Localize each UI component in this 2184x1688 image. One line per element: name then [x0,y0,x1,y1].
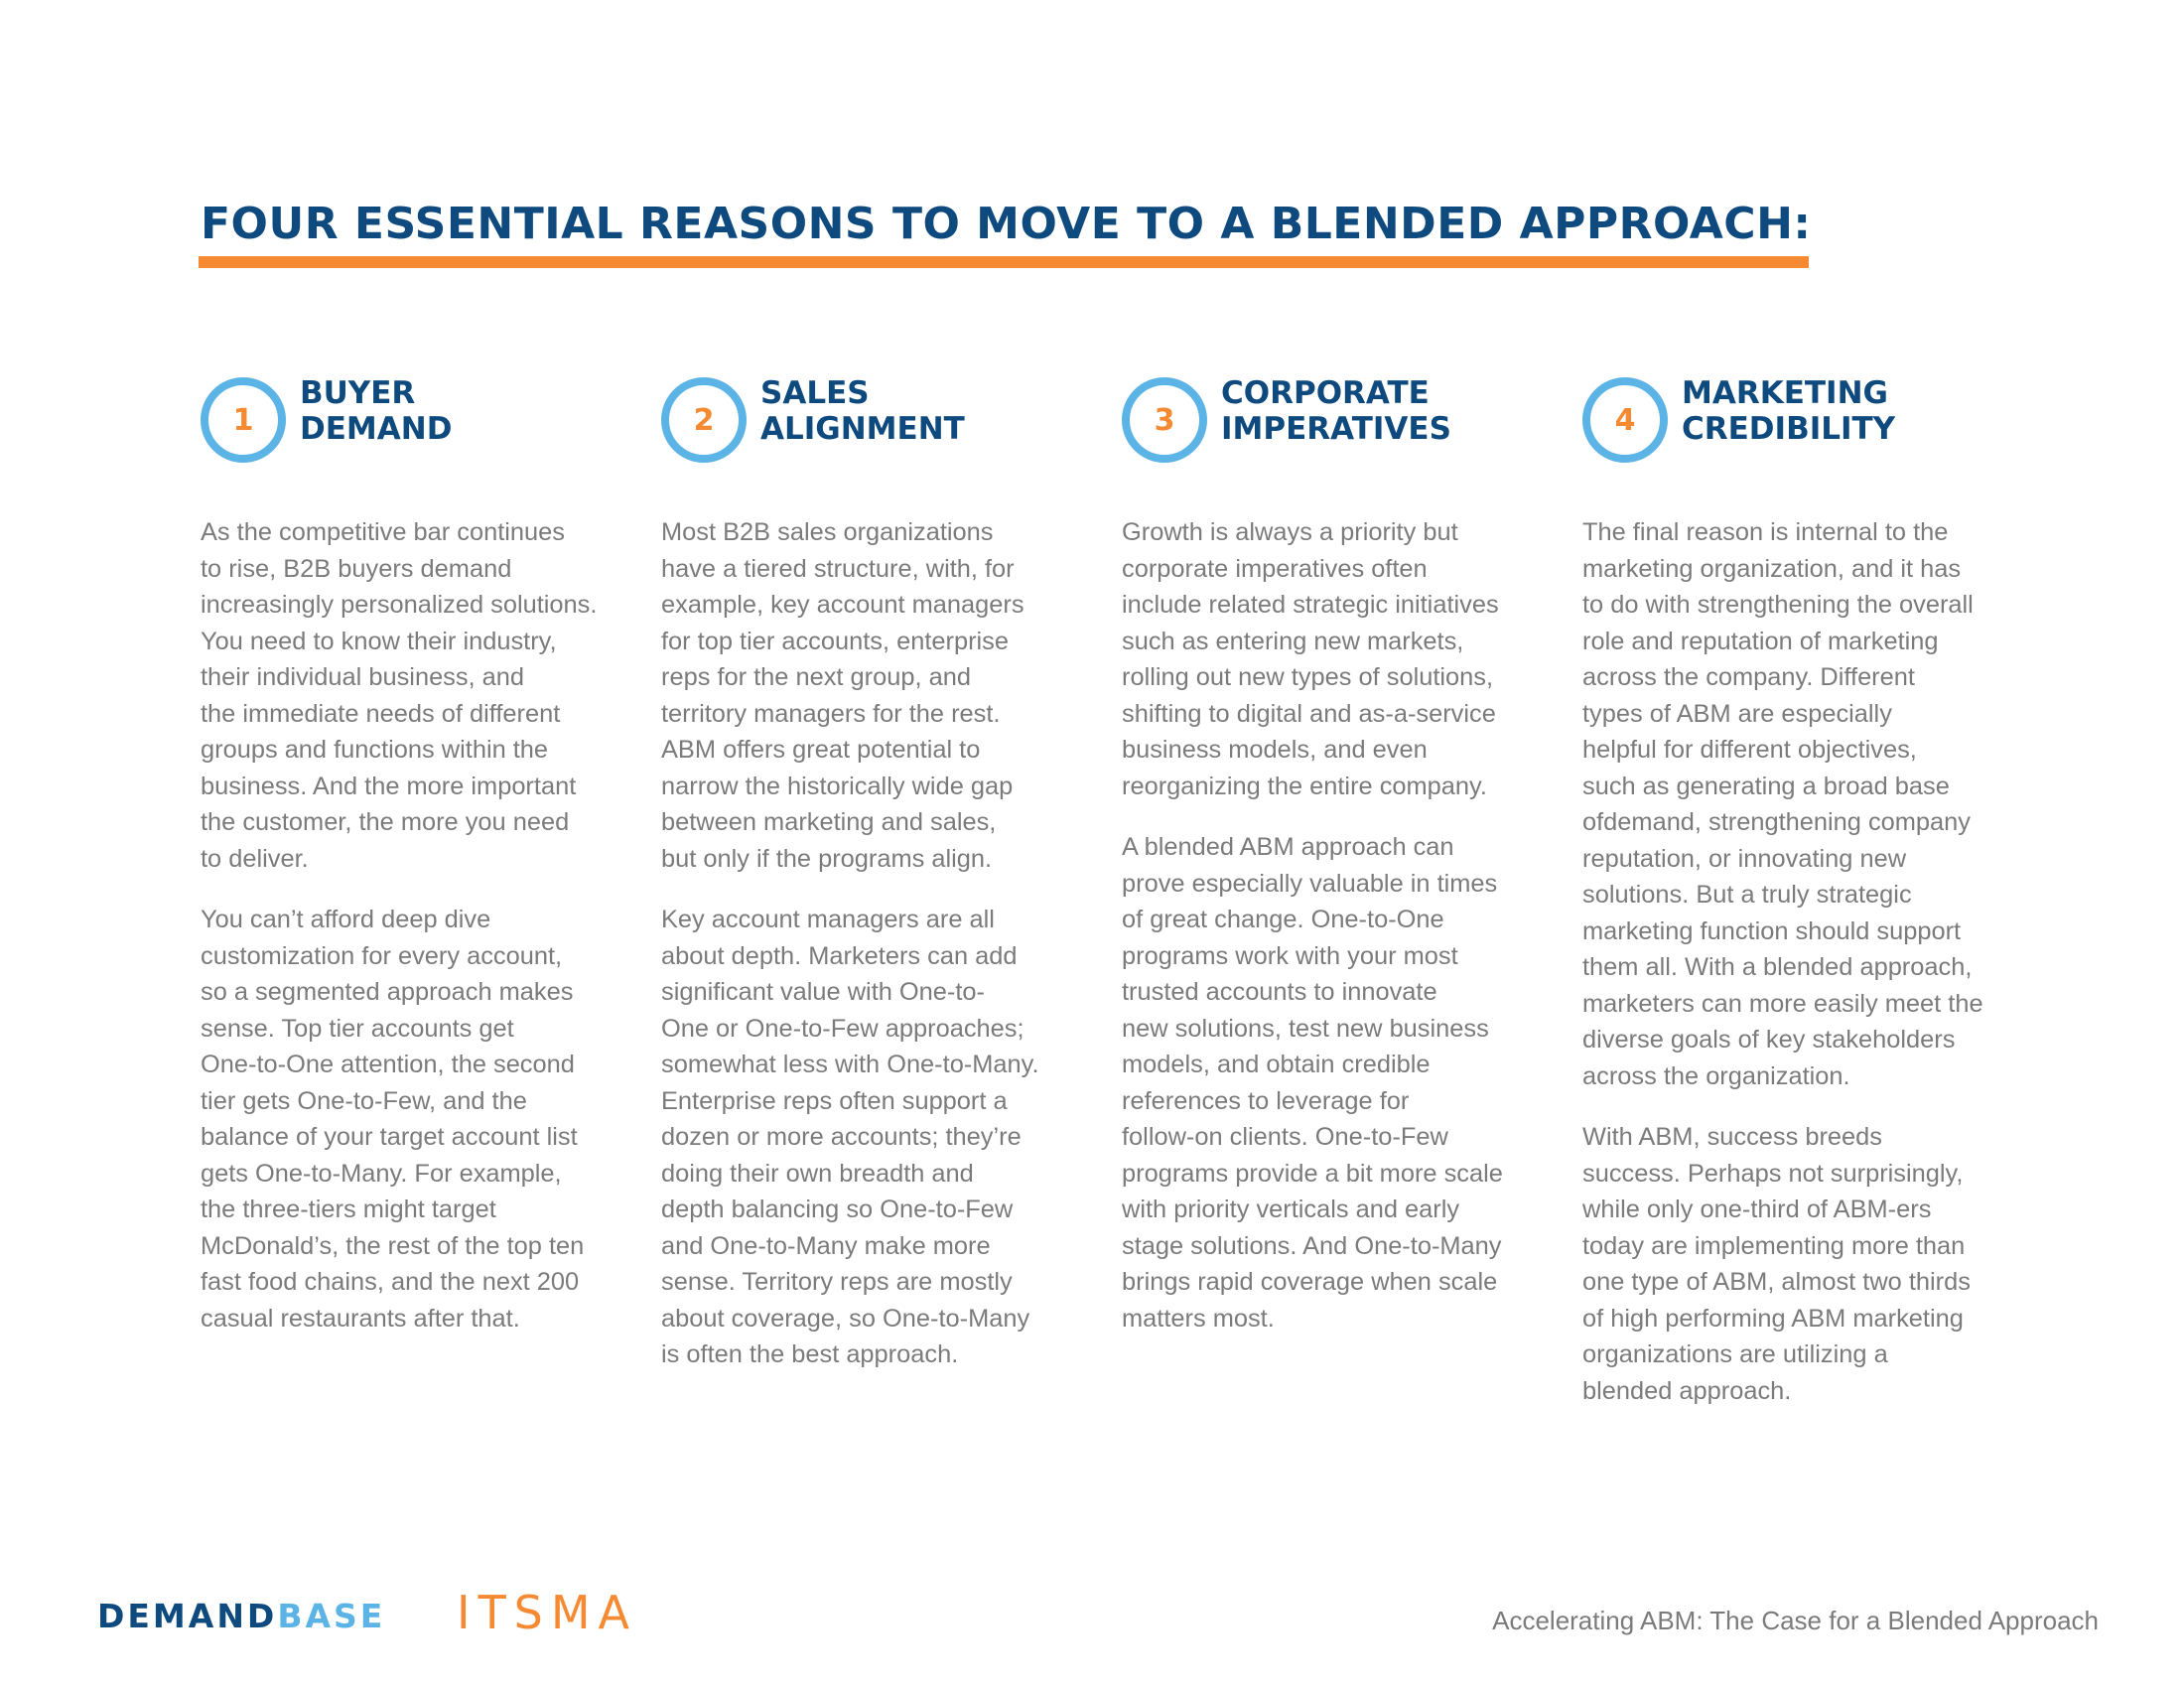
reason-heading-line2: DEMAND [300,411,453,447]
reason-body [661,514,1098,1398]
number-circle-icon: 3 [1122,377,1207,463]
itsma-logo: ITSMA [457,1586,638,1639]
reason-header [201,377,637,467]
demandbase-logo-part1: DEMAND [97,1597,278,1635]
demandbase-logo-part2: BASE [277,1597,386,1635]
reason-paragraph: The final reason is internal to the marketing organization, and it has to do with strengthening the overall role and reputation of marketing across the company. Different types of ABM are especially helpful for different objectives, such as generating a broad base ofdemand, strengthening company reputation, or innovating new solutions. But a truly strategic marketing function should support them all. With a blended approach, marketers can more easily meet the diverse goals of key stakeholders across the organization. [1582,518,1983,1090]
reason-heading-line2: CREDIBILITY [1682,411,1896,447]
reason-paragraph: Most B2B sales organizations have a tiered structure, with, for example, key account managers for top tier accounts, enterprise reps for the next group, and territory managers for the rest. ABM offers great potential to narrow the historically wide gap between marketing and sales, but only if the programs align. [661,518,1024,873]
reason-paragraph: As the competitive bar continues to rise, B2B buyers demand increasingly personalized solutions. You need to know their industry, their individual business, and the immediate needs of different groups and functions within the business. And the more important the customer, the more you need to deliver. [201,518,598,873]
reason-paragraph: With ABM, success breeds success. Perhaps not surprisingly, while only one-third of ABM-ers today are implementing more than one type of ABM, almost two thirds of high performing ABM marketing organizations are utilizing a blended approach. [1582,1123,1971,1405]
reason-body [1122,514,1559,1361]
reason-heading-line1: BUYER [300,375,416,411]
number-circle-icon: 2 [661,377,747,463]
reason-header [1582,377,2019,467]
reason-heading [1682,375,1895,447]
reason-body [1582,514,2019,1434]
reason-heading-line1: MARKETING [1682,375,1888,411]
number-circle-icon: 1 [201,377,286,463]
title-underline [199,256,1809,268]
reason-column-4 [1582,375,2019,1405]
reason-heading-line2: IMPERATIVES [1221,411,1451,447]
reason-column-3 [1122,375,1559,1333]
reason-paragraph: Key account managers are all about depth. Marketers can add significant value with One-to- One or One-to-Few approaches; somewhat less with One-to-Many. Enterprise reps often support a dozen or more accounts; they’re doing their own breadth and depth balancing so One-to-Few and One-to-Many make more sense. Territory reps are mostly about coverage, so One-to-Many is often the best approach. [661,906,1039,1368]
page-title: FOUR ESSENTIAL REASONS TO MOVE TO A BLENDED APPROACH: [201,199,1812,249]
reason-heading [300,375,452,447]
reason-column-1 [201,375,637,1333]
reason-column-2 [661,375,1098,1368]
footer-caption: Accelerating ABM: The Case for a Blended Approach [1492,1606,2099,1635]
demandbase-logo [97,1597,385,1636]
reason-header [661,377,1098,467]
number-circle-icon: 4 [1582,377,1668,463]
reason-heading-line1: SALES [760,375,870,411]
reason-paragraph: You can’t afford deep dive customization for every account, so a segmented approach makes sense. Top tier accounts get One-to-One attention, the second tier gets One-to-Few, and the balance of your target account list gets One-to-Many. For example, the three-tiers might target McDonald’s, the rest of the top ten fast food chains, and the next 200 casual restaurants after that. [201,906,585,1333]
reason-header [1122,377,1559,467]
reason-paragraph: A blended ABM approach can prove especially valuable in times of great change. One-to-One programs work with your most trusted accounts to innovate new solutions, test new business models, and obtain credible references to leverage for follow-on clients. One-to-Few programs provide a bit more scale with priority verticals and early stage solutions. And One-to-Many brings rapid coverage when scale matters most. [1122,833,1503,1333]
reason-body [201,514,637,1361]
reason-heading [760,375,965,447]
reason-paragraph: Growth is always a priority but corporate imperatives often include related strategic initiatives such as entering new markets, rolling out new types of solutions, shifting to digital and as-a-service business models, and even reorganizing the entire company. [1122,518,1499,800]
reason-heading-line2: ALIGNMENT [760,411,965,447]
reason-heading [1221,375,1451,447]
reason-heading-line1: CORPORATE [1221,375,1430,411]
